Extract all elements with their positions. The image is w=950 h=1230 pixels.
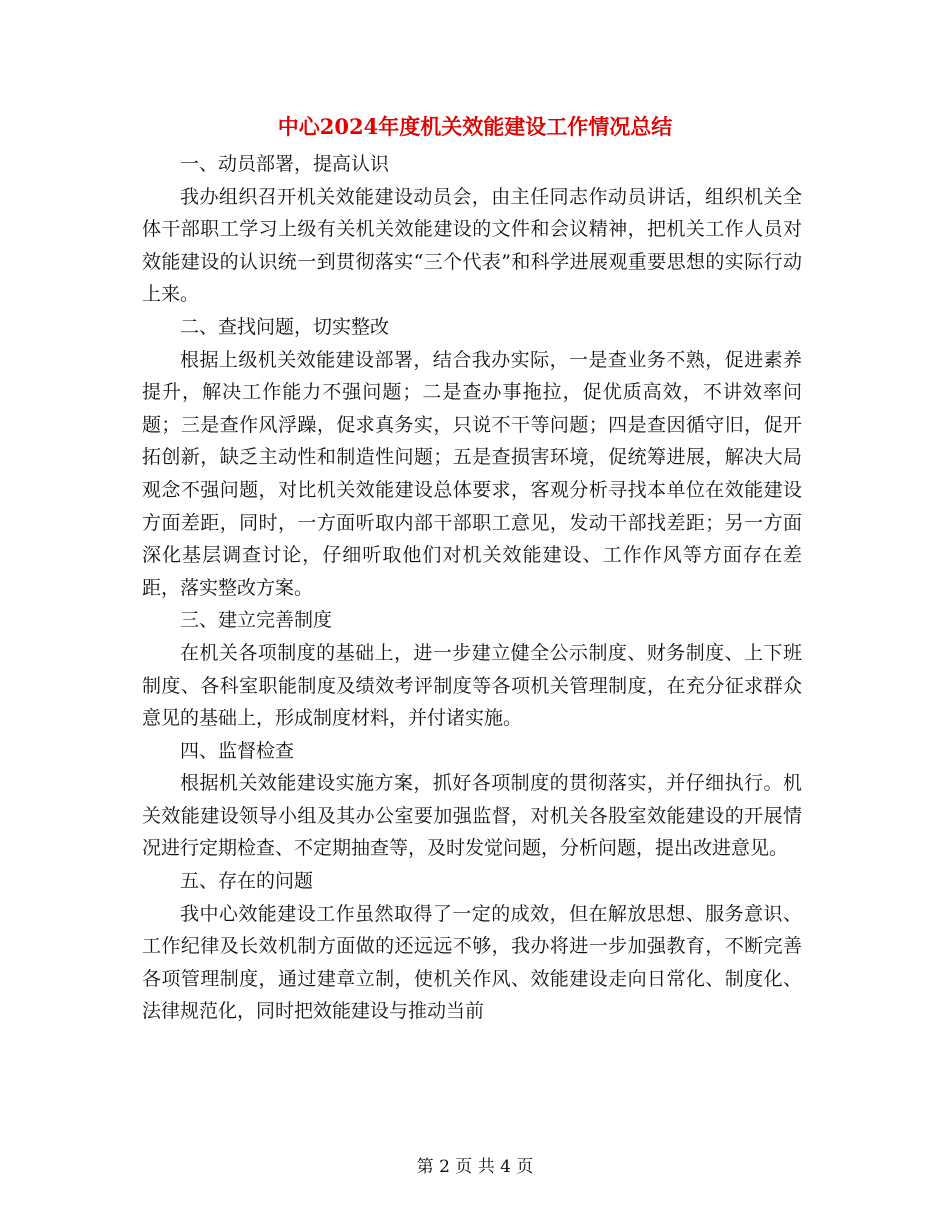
section-heading-3: 三、建立完善制度 [180,609,333,632]
section-heading-1: 一、动员部署，提高认识 [180,153,390,175]
paragraph-4: 根据机关效能建设实施方案，抓好各项制度的贯彻落实，并仔细执行。机关效能建设领导小组及其办公室要加强监督，对机关各股室效能建设的开展情况进行定期检查、不定期抽查等，及时发觉问题，分析问题，提出改进意见。 [142,772,802,860]
document-title: 中心2024年度机关效能建设工作情况总结 [277,114,673,139]
section-heading-5: 五、存在的问题 [180,870,314,893]
section-heading-4: 四、监督检查 [180,739,295,762]
document-body [142,148,802,1028]
paragraph-5: 我中心效能建设工作虽然取得了一定的成效，但在解放思想、服务意识、工作纪律及长效机制方面做的还远远不够，我办将进一步加强教育，不断完善各项管理制度，通过建章立制，使机关作风、效能建设走向日常化、制度化、法律规范化，同时把效能建设与推动当前 [142,902,802,1023]
paragraph-1: 我办组织召开机关效能建设动员会，由主任同志作动员讲话，组织机关全体干部职工学习上级有关机关效能建设的文件和会议精神，把机关工作人员对效能建设的认识统一到贯彻落实“三个代表”和科学进展观重要思想的实际行动上来。 [142,185,802,306]
paragraph-3: 在机关各项制度的基础上，进一步建立健全公示制度、财务制度、上下班制度、各科室职能制度及绩效考评制度等各项机关管理制度，在充分征求群众意见的基础上，形成制度材料，并付诸实施。 [142,641,802,730]
section-heading-2: 二、查找问题，切实整改 [180,315,390,338]
page-number-footer: 第 2 页 共 4 页 [416,1157,534,1177]
paragraph-2: 根据上级机关效能建设部署，结合我办实际，一是查业务不熟，促进素养提升，解决工作能力不强问题；二是查办事拖拉，促优质高效，不讲效率问题；三是查作风浮躁，促求真务实，只说不干等问题；四是查因循守旧，促开拓创新，缺乏主动性和制造性问题；五是查损害环境，促统筹进展，解决大局观念不强问题，对比机关效能建设总体要求，客观分析寻找本单位在效能建设方面差距，同时，一方面听取内部干部职工意见，发动干部找差距；另一方面深化基层调查讨论，仔细听取他们对机关效能建设、工作作风等方面存在差距，落实整改方案。 [142,348,802,599]
